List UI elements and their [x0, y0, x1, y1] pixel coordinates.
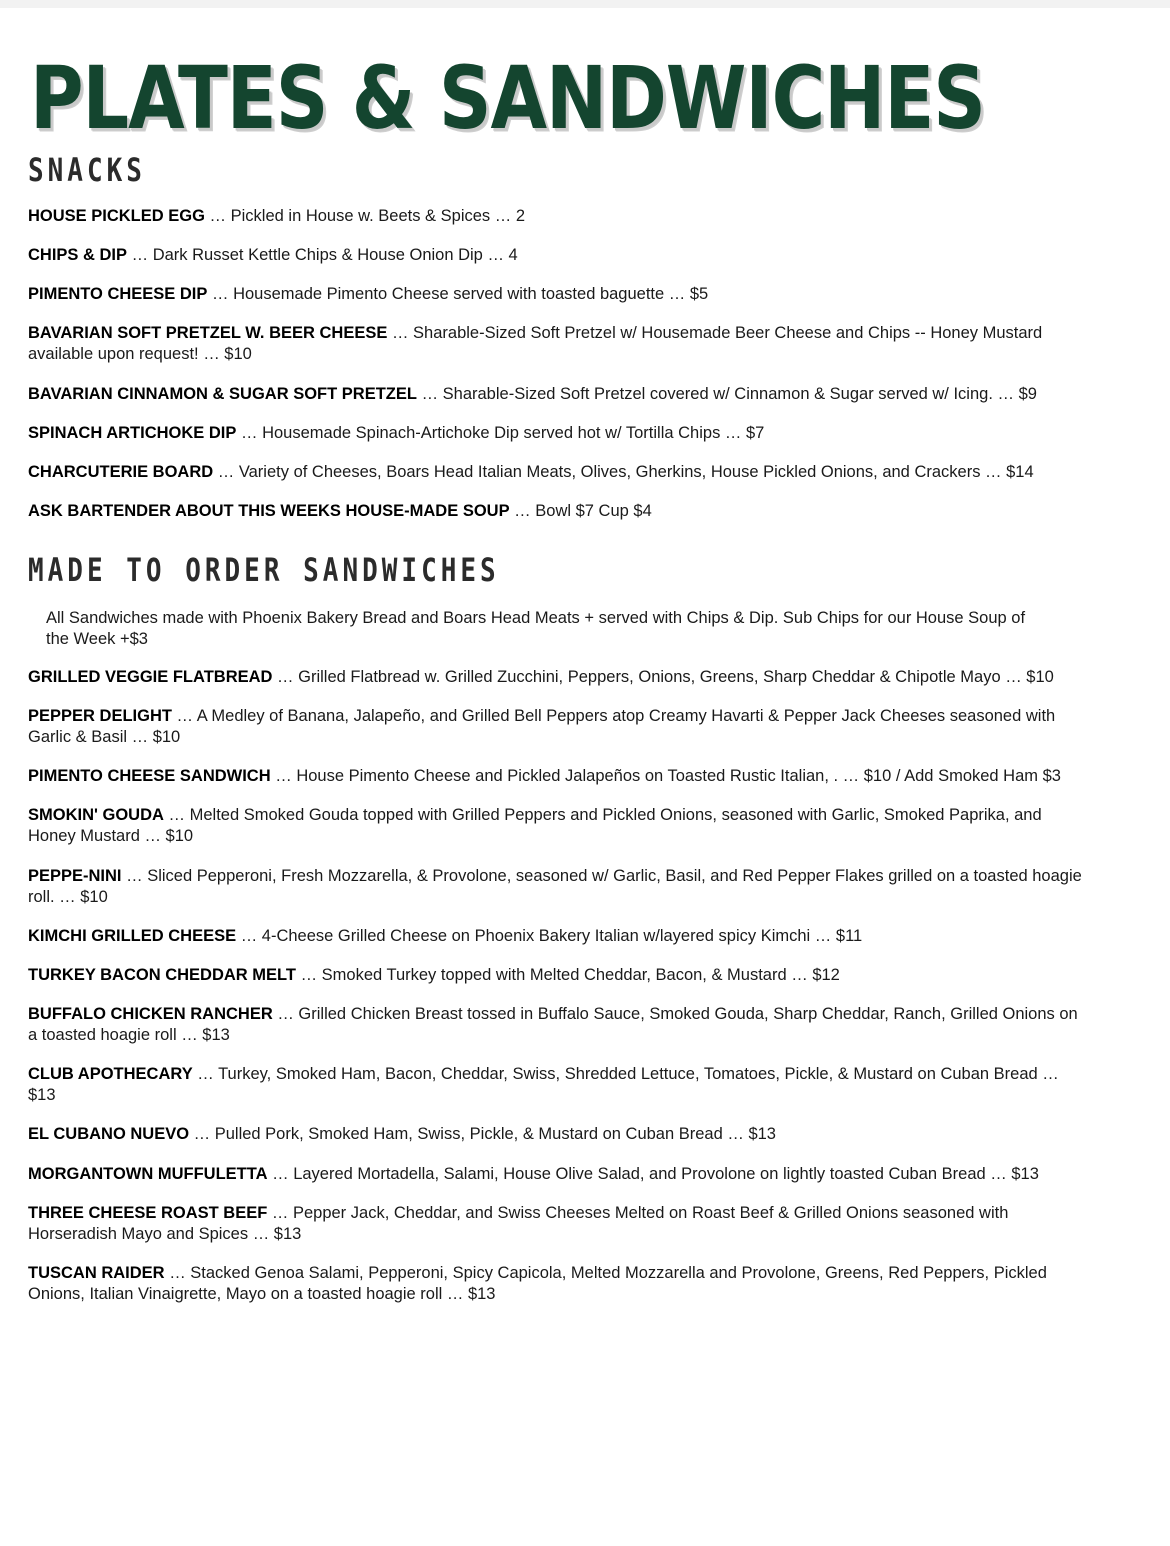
item-description: … Pepper Jack, Cheddar, and Swiss Cheeses Melted on Roast Beef & Grilled Onions seasoned with Horseradish Mayo and Spices … $13 — [28, 1203, 1009, 1243]
item-description: … Smoked Turkey topped with Melted Cheddar, Bacon, & Mustard … $12 — [300, 965, 840, 984]
item-name: GRILLED VEGGIE FLATBREAD — [28, 667, 273, 686]
list-item — [28, 866, 1088, 908]
item-description: … Sliced Pepperoni, Fresh Mozzarella, & Provolone, seasoned w/ Garlic, Basil, and Red Pepper Flakes grilled on a toasted hoagie roll. … $10 — [28, 866, 1082, 906]
item-description: … Grilled Chicken Breast tossed in Buffalo Sauce, Smoked Gouda, Sharp Cheddar, Ranch, Grilled Onions on a toasted hoagie roll … $13 — [28, 1004, 1078, 1045]
item-description: … Sharable-Sized Soft Pretzel w/ Housemade Beer Cheese and Chips -- Honey Mustard available upon request! … $10 — [28, 324, 1043, 364]
item-description: … Dark Russet Kettle Chips & House Onion Dip … 4 — [131, 246, 518, 265]
item-description: … Variety of Cheeses, Boars Head Italian Meats, Olives, Gherkins, House Pickled Onions, and Crackers … $14 — [217, 462, 1034, 481]
item-description: … Melted Smoked Gouda topped with Grilled Peppers and Pickled Onions, seasoned with Garlic, Smoked Paprika, and Honey Mustard … $10 — [28, 806, 1042, 846]
item-name: MORGANTOWN MUFFULETTA — [28, 1164, 268, 1183]
list-item — [28, 766, 1088, 787]
sandwiches-item-list — [28, 667, 1088, 1305]
item-description: … Housemade Spinach-Artichoke Dip served hot w/ Tortilla Chips … $7 — [241, 423, 765, 442]
item-name: HOUSE PICKLED EGG — [28, 207, 205, 225]
page-title: PLATES & SANDWICHES — [30, 48, 985, 150]
list-item — [28, 1263, 1088, 1305]
item-name: PEPPE-NINI — [28, 866, 122, 885]
list-item — [28, 1004, 1088, 1046]
menu-page — [0, 8, 1170, 1546]
sandwiches-section-note: All Sandwiches made with Phoenix Bakery Bread and Boars Head Meats + served with Chips & Dip. Sub Chips for our House Soup of the Week +$3 — [46, 608, 1026, 649]
section-header-snacks-wrap — [28, 152, 1170, 194]
item-description: … 4-Cheese Grilled Cheese on Phoenix Bakery Italian w/layered spicy Kimchi … $11 — [240, 926, 863, 945]
list-item — [28, 206, 1088, 227]
section-header-sandwiches-wrap — [28, 552, 1170, 594]
list-item — [28, 965, 1088, 986]
item-name: CLUB APOTHECARY — [28, 1065, 193, 1084]
item-name: PEPPER DELIGHT — [28, 706, 172, 725]
list-item — [28, 1164, 1088, 1185]
item-name: ASK BARTENDER ABOUT THIS WEEKS HOUSE-MADE SOUP — [28, 501, 510, 520]
list-item — [28, 384, 1088, 405]
item-description: … House Pimento Cheese and Pickled Jalapeños on Toasted Rustic Italian, . … $10 / Add Smoked Ham $3 — [275, 767, 1061, 786]
section-header-snacks: SNACKS — [28, 152, 146, 190]
item-name: SMOKIN' GOUDA — [28, 806, 164, 825]
item-description: … Pulled Pork, Smoked Ham, Swiss, Pickle, & Mustard on Cuban Bread … $13 — [193, 1125, 776, 1144]
page-title-wrap — [28, 48, 1170, 150]
list-item — [28, 1064, 1088, 1106]
list-item — [28, 423, 1088, 444]
item-description: … Housemade Pimento Cheese served with toasted baguette … $5 — [212, 285, 709, 304]
item-name: PIMENTO CHEESE DIP — [28, 285, 208, 304]
item-description: … Layered Mortadella, Salami, House Olive Salad, and Provolone on lightly toasted Cuban Bread … $13 — [272, 1164, 1039, 1183]
list-item — [28, 501, 1088, 522]
list-item — [28, 926, 1088, 947]
item-name: SPINACH ARTICHOKE DIP — [28, 423, 237, 442]
item-description: … Sharable-Sized Soft Pretzel covered w/ Cinnamon & Sugar served w/ Icing. … $9 — [421, 384, 1037, 403]
list-item — [28, 323, 1088, 365]
list-item — [28, 245, 1088, 266]
item-name: TUSCAN RAIDER — [28, 1263, 165, 1282]
item-description: … Stacked Genoa Salami, Pepperoni, Spicy Capicola, Melted Mozzarella and Provolone, Greens, Red Peppers, Pickled Onions, Italian Vinaigrette, Mayo on a toasted hoagie roll … $13 — [28, 1263, 1047, 1303]
item-description: … Pickled in House w. Beets & Spices … 2 — [209, 207, 526, 225]
list-item — [28, 706, 1088, 748]
list-item — [28, 805, 1088, 847]
item-name: BAVARIAN SOFT PRETZEL W. BEER CHEESE — [28, 324, 388, 343]
item-name: PIMENTO CHEESE SANDWICH — [28, 767, 271, 786]
list-item — [28, 284, 1088, 305]
item-name: CHARCUTERIE BOARD — [28, 462, 214, 481]
list-item — [28, 667, 1088, 688]
list-item — [28, 1203, 1088, 1245]
section-header-sandwiches: MADE TO ORDER SANDWICHES — [28, 552, 500, 590]
item-name: BUFFALO CHICKEN RANCHER — [28, 1004, 273, 1023]
snacks-item-list — [28, 206, 1088, 522]
item-description: … Turkey, Smoked Ham, Bacon, Cheddar, Swiss, Shredded Lettuce, Tomatoes, Pickle, & Mustard on Cuban Bread … $13 — [28, 1065, 1059, 1105]
item-description: … Bowl $7 Cup $4 — [514, 501, 652, 520]
item-name: CHIPS & DIP — [28, 246, 128, 265]
item-name: BAVARIAN CINNAMON & SUGAR SOFT PRETZEL — [28, 384, 417, 403]
list-item — [28, 462, 1088, 483]
item-name: KIMCHI GRILLED CHEESE — [28, 926, 237, 945]
item-name: TURKEY BACON CHEDDAR MELT — [28, 965, 296, 984]
item-description: … Grilled Flatbread w. Grilled Zucchini, Peppers, Onions, Greens, Sharp Cheddar & Chipotle Mayo … $10 — [277, 667, 1054, 686]
item-name: EL CUBANO NUEVO — [28, 1125, 190, 1144]
item-name: THREE CHEESE ROAST BEEF — [28, 1203, 268, 1222]
list-item — [28, 1124, 1088, 1145]
item-description: … A Medley of Banana, Jalapeño, and Grilled Bell Peppers atop Creamy Havarti & Pepper Jack Cheeses seasoned with Garlic & Basil … $10 — [28, 706, 1056, 747]
